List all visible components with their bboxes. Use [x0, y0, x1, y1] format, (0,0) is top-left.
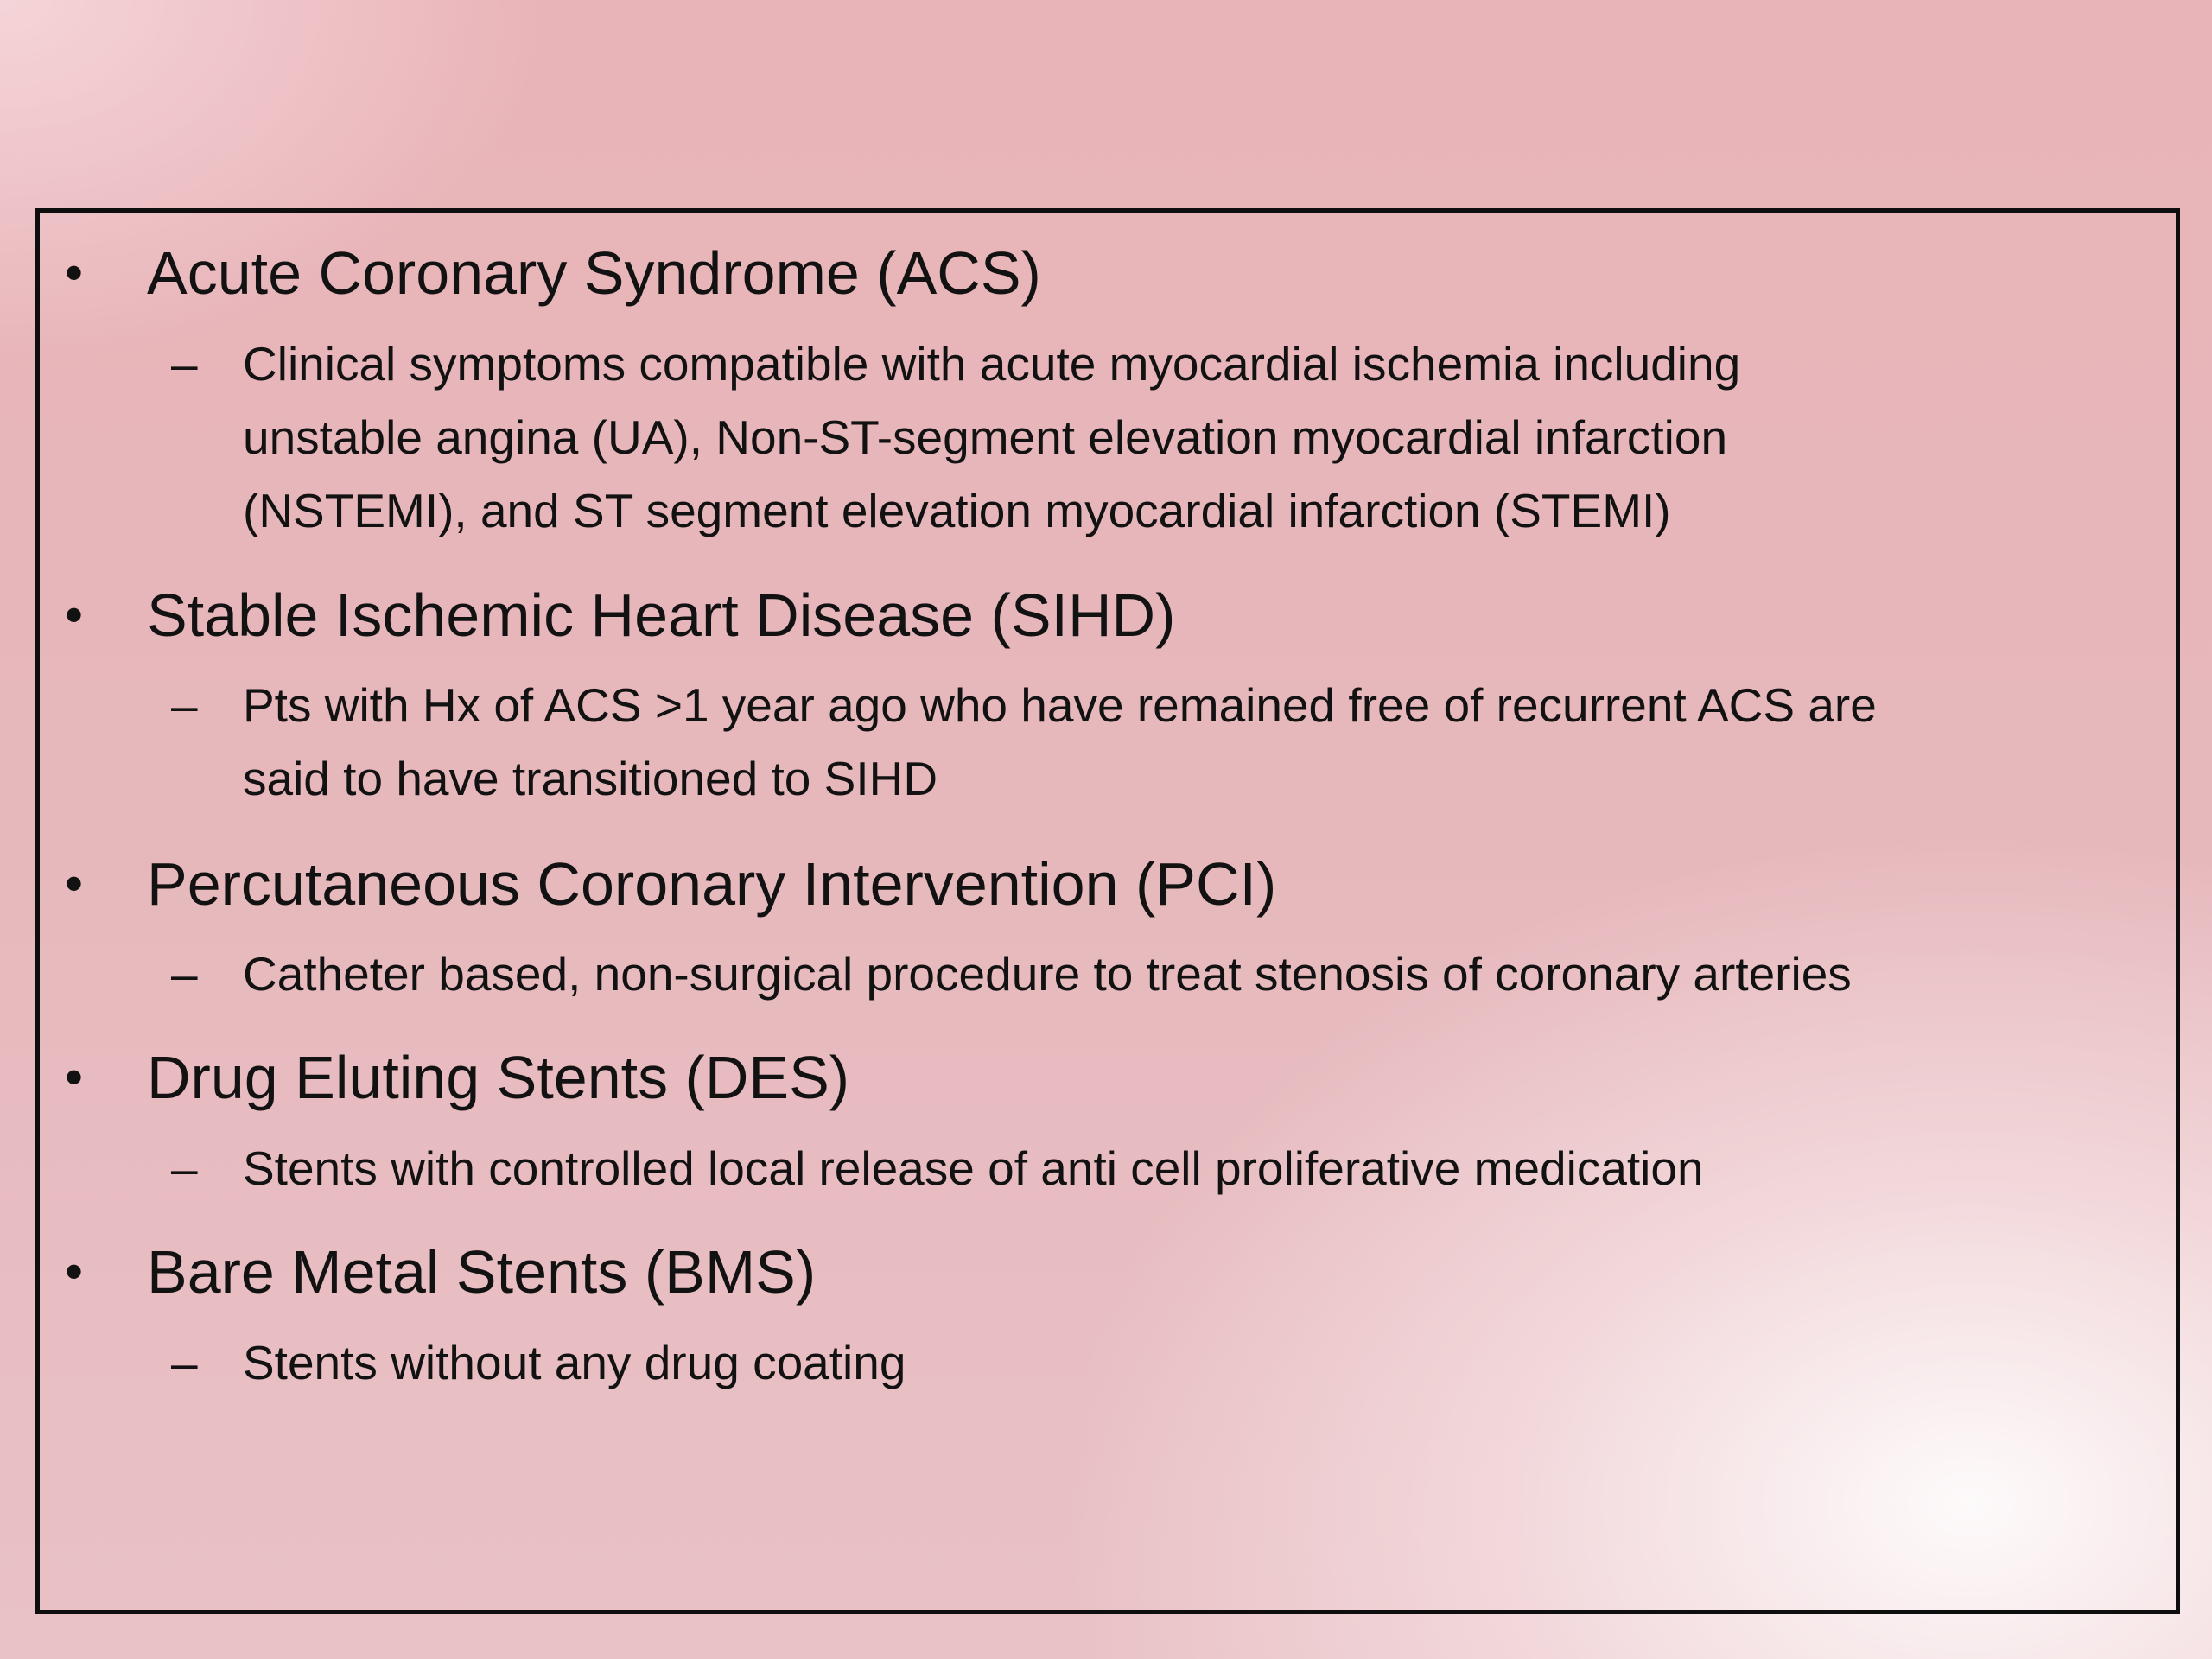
- bullet-heading-bms: Bare Metal Stents (BMS): [147, 1238, 817, 1306]
- sub-line-acs-1: Clinical symptoms compatible with acute myocardial ischemia including: [243, 337, 1741, 391]
- slide-content-box: [35, 208, 2180, 1614]
- sub-line-sihd-1: Pts with Hx of ACS >1 year ago who have remained free of recurrent ACS are: [243, 678, 1877, 732]
- sub-line-acs-2: unstable angina (UA), Non-ST-segment elevation myocardial infarction: [243, 410, 1728, 464]
- bullet-heading-pci: Percutaneous Coronary Intervention (PCI): [147, 850, 1277, 918]
- dash-marker: –: [171, 947, 198, 1001]
- sub-line-bms-1: Stents without any drug coating: [243, 1336, 906, 1389]
- sub-line-pci-1: Catheter based, non-surgical procedure to treat stenosis of coronary arteries: [243, 947, 1852, 1001]
- bullet-heading-sihd: Stable Ischemic Heart Disease (SIHD): [147, 582, 1176, 649]
- sub-line-acs-3: (NSTEMI), and ST segment elevation myocardial infarction (STEMI): [243, 484, 1671, 537]
- sub-line-des-1: Stents with controlled local release of anti cell proliferative medication: [243, 1141, 1704, 1195]
- bullet-marker: •: [65, 1048, 84, 1106]
- bullet-marker: •: [65, 1243, 84, 1300]
- bullet-heading-acs: Acute Coronary Syndrome (ACS): [147, 239, 1041, 307]
- dash-marker: –: [171, 678, 198, 732]
- bullet-heading-des: Drug Eluting Stents (DES): [147, 1044, 850, 1111]
- bullet-list: [40, 213, 2176, 1610]
- dash-marker: –: [171, 337, 198, 391]
- dash-marker: –: [171, 1336, 198, 1389]
- sub-line-sihd-2: said to have transitioned to SIHD: [243, 752, 938, 805]
- bullet-marker: •: [65, 586, 84, 644]
- dash-marker: –: [171, 1141, 198, 1195]
- bullet-marker: •: [65, 855, 84, 912]
- bullet-marker: •: [65, 244, 84, 302]
